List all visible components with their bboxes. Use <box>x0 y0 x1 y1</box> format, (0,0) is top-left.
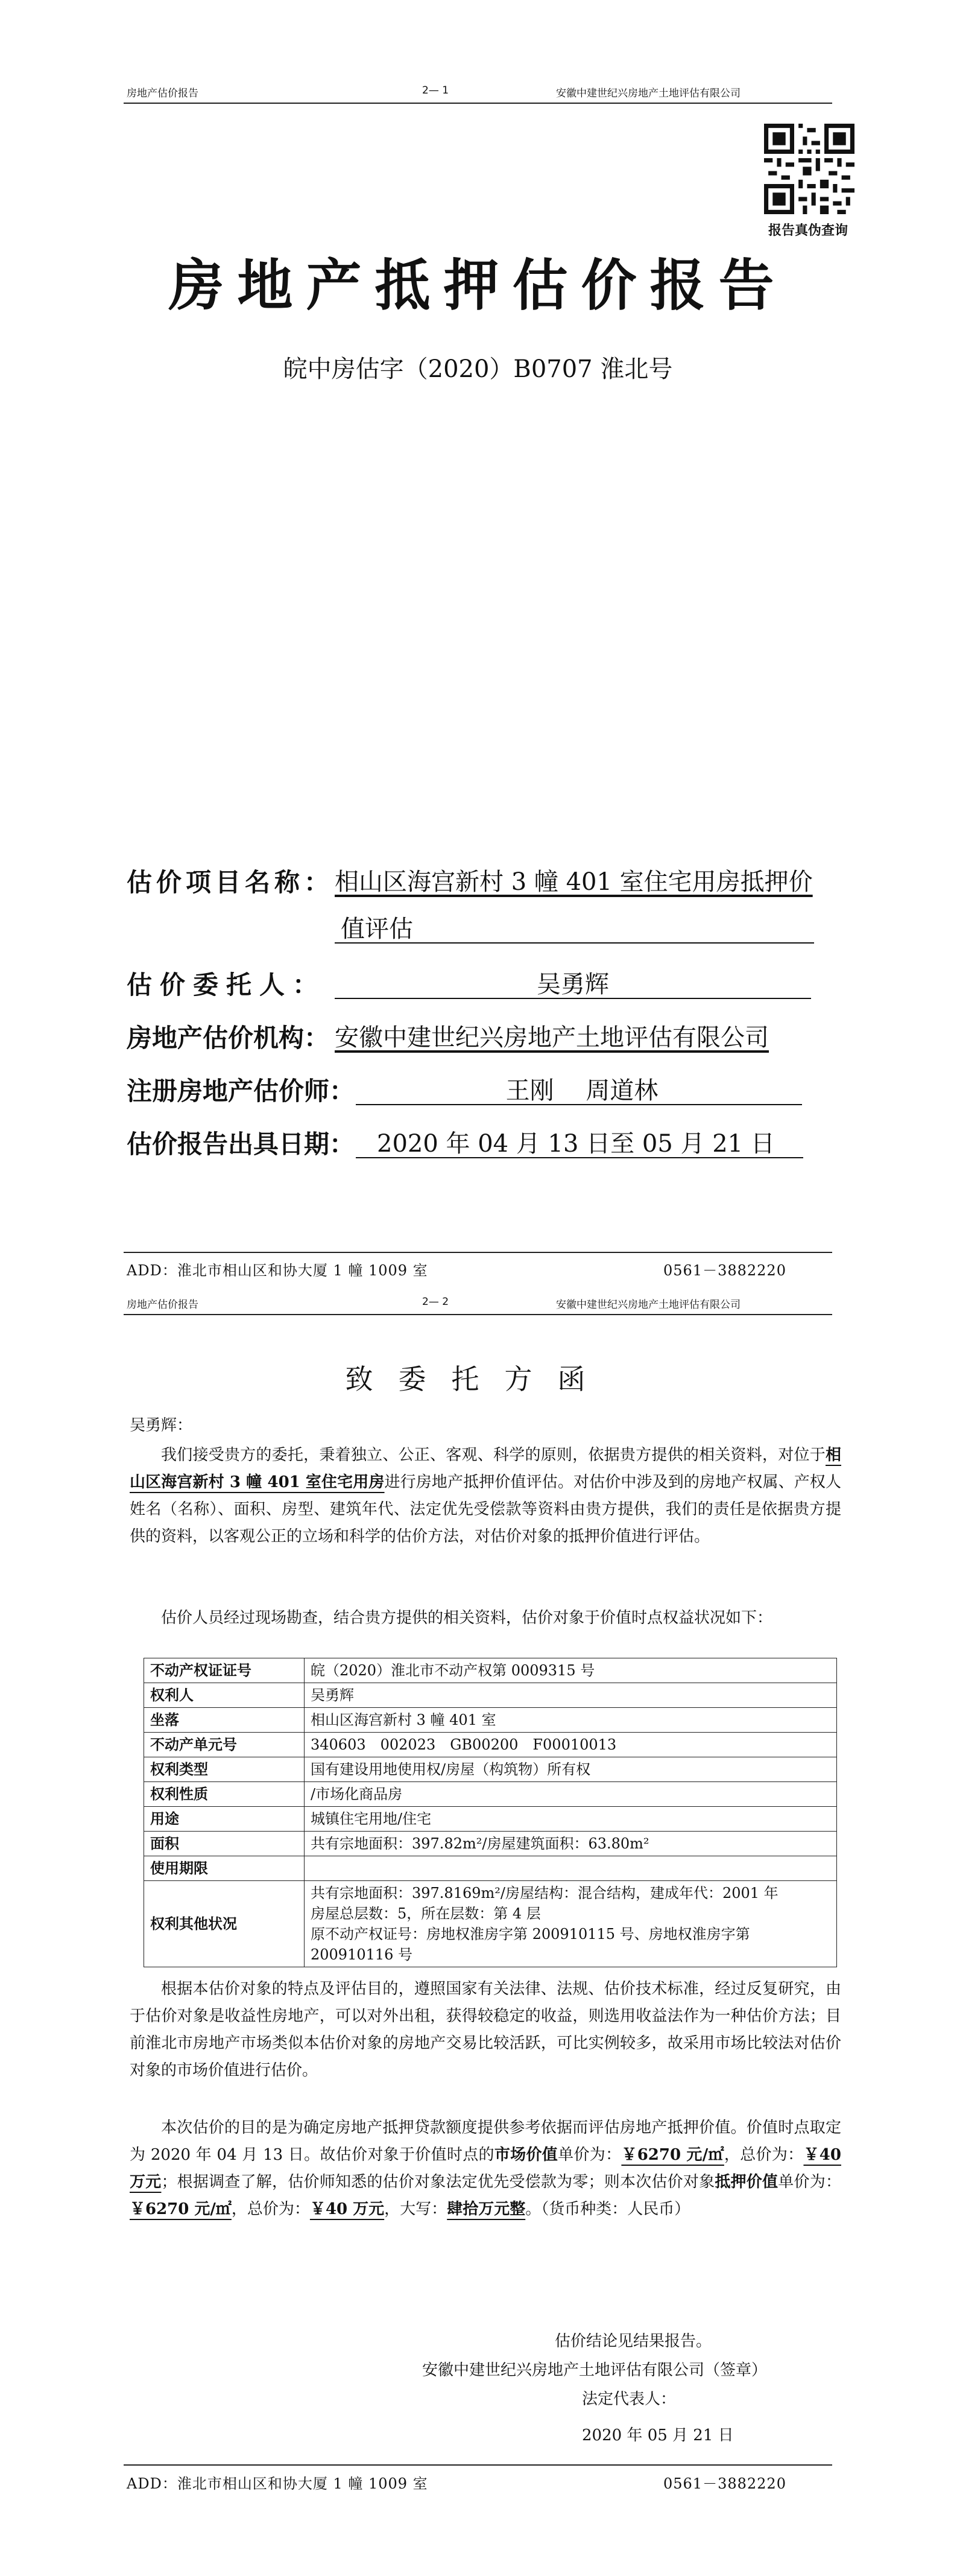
page1-footer-phone: 0561－3882220 <box>663 1262 786 1279</box>
paragraph-intro: 我们接受贵方的委托，秉着独立、公正、客观、科学的原则，依据贵方提供的相关资料，对位于相山区海宫新村 3 幢 401 室住宅用房进行房地产抵押价值评估。对估价中涉及到的房地产权属、产权人姓名（名称）、面积、房型、建筑年代、法定优先受偿款等资料由贵方提供，我们的责任是依据贵方提供的资料，以客观公正的立场和科学的估价方法，对估价对象的抵押价值进行评估。 <box>130 1446 841 1546</box>
report-title: 房地产抵押估价报告 <box>168 253 788 318</box>
table-row <box>144 1807 837 1832</box>
page2-footer-address: ADD：淮北市相山区和协大厦 1 幢 1009 室 <box>127 2475 428 2492</box>
agency-value: 安徽中建世纪兴房地产土地评估有限公司 <box>335 1024 769 1052</box>
page1-header-rule <box>124 103 832 104</box>
rights-table <box>144 1658 837 1967</box>
table-value: 共有宗地面积：397.82m²/房屋建筑面积：63.80m² <box>305 1832 837 1856</box>
report-date-value: 2020 年 04 月 13 日至 05 月 21 日 <box>377 1130 775 1158</box>
page1-footer-address: ADD：淮北市相山区和协大厦 1 幢 1009 室 <box>127 1262 428 1279</box>
table-key: 用途 <box>144 1807 305 1832</box>
table-row <box>144 1782 837 1807</box>
page2-footer-rule <box>124 2464 832 2466</box>
page2-footer-phone: 0561－3882220 <box>663 2475 786 2492</box>
page2-header-rule <box>124 1314 832 1315</box>
salutation: 吴勇辉： <box>130 1416 193 1435</box>
table-row <box>144 1733 837 1757</box>
table-row <box>144 1832 837 1856</box>
paragraph-conclusion: 本次估价的目的是为确定房地产抵押贷款额度提供参考依据而评估房地产抵押价值。价值时点取定为 2020 年 04 月 13 日。故估价对象于价值时点的市场价值单价为：￥6270 元/㎡，总价为：￥40 万元；根据调查了解，估价师知悉的估价对象法定优先受偿款为零；则本次估价对象抵押价值单价为：￥6270 元/㎡，总价为：￥40 万元，大写：肆拾万元整。（货币种类：人民币） <box>130 2119 841 2218</box>
table-key: 权利其他状况 <box>144 1881 305 1967</box>
table-value: 吴勇辉 <box>305 1683 837 1708</box>
appraiser-underline <box>356 1104 802 1105</box>
result-note: 估价结论见结果报告。 <box>555 2332 712 2350</box>
appraiser-value: 王刚 周道林 <box>505 1077 659 1105</box>
table-key: 使用期限 <box>144 1856 305 1881</box>
paragraph-method: 根据本估价对象的特点及评估目的，遵照国家有关法律、法规、估价技术标准，经过反复研究，由于估价对象是收益性房地产，可以对外出租，获得较稳定的收益，则选用收益法作为一种估价方法；目前淮北市房地产市场类似本估价对象的房地产交易比较活跃，可比实例较多，故采用市场比较法对估价对象的市场价值进行估价。 <box>130 1980 841 2080</box>
project-name-value-line2: 值评估 <box>341 915 413 943</box>
table-value <box>305 1856 837 1881</box>
page2-header-right: 安徽中建世纪兴房地产土地评估有限公司 <box>556 1299 741 1311</box>
signing-company: 安徽中建世纪兴房地产土地评估有限公司（签章） <box>422 2361 768 2379</box>
table-value: 相山区海宫新村 3 幢 401 室 <box>305 1708 837 1733</box>
table-key: 坐落 <box>144 1708 305 1733</box>
qr-caption: 报告真伪查询 <box>768 223 848 238</box>
page1-header-page: 2— 1 <box>422 84 449 97</box>
client-underline <box>335 998 811 999</box>
table-row <box>144 1757 837 1782</box>
appraiser-label: 注册房地产估价师： <box>127 1076 355 1106</box>
table-value: /市场化商品房 <box>305 1782 837 1807</box>
project-name-value-line1: 相山区海宫新村 3 幢 401 室住宅用房抵押价 <box>335 868 813 896</box>
table-row <box>144 1856 837 1881</box>
table-value: 国有建设用地使用权/房屋（构筑物）所有权 <box>305 1757 837 1782</box>
letter-title: 致委托方函 <box>345 1363 611 1395</box>
project-name-label: 估价项目名称： <box>127 868 334 897</box>
page1-header-left: 房地产估价报告 <box>127 87 198 100</box>
table-value-other: 共有宗地面积：397.8169m²/房屋结构：混合结构，建成年代：2001 年 房屋总层数：5，所在层数：第 4 层 原不动产权证号：房地权淮房字第 200910115 号、房地权淮房字第 200910116 号 <box>305 1881 837 1967</box>
paragraph-survey: 估价人员经过现场勘查，结合贵方提供的相关资料，估价对象于价值时点权益状况如下： <box>161 1609 773 1627</box>
qr-code-icon <box>764 124 854 214</box>
agency-label: 房地产估价机构： <box>127 1023 330 1053</box>
table-row <box>144 1658 837 1683</box>
table-row <box>144 1708 837 1733</box>
legal-representative: 法定代表人： <box>582 2390 677 2408</box>
client-label: 估价委托人： <box>127 970 326 1000</box>
table-key: 权利类型 <box>144 1757 305 1782</box>
page1-footer-rule <box>124 1252 832 1253</box>
table-row <box>144 1881 837 1967</box>
page2-header-left: 房地产估价报告 <box>127 1299 198 1311</box>
report-date-underline <box>356 1157 803 1158</box>
page2-header-page: 2— 2 <box>422 1296 449 1308</box>
table-value: 皖（2020）淮北市不动产权第 0009315 号 <box>305 1658 837 1683</box>
signing-date: 2020 年 05 月 21 日 <box>582 2426 734 2444</box>
document-number: 皖中房估字（2020）B0707 淮北号 <box>283 355 673 383</box>
table-value: 城镇住宅用地/住宅 <box>305 1807 837 1832</box>
table-value: 340603 002023 GB00200 F00010013 <box>305 1733 837 1757</box>
table-key: 不动产单元号 <box>144 1733 305 1757</box>
page1-header-right: 安徽中建世纪兴房地产土地评估有限公司 <box>556 87 741 100</box>
table-key: 权利人 <box>144 1683 305 1708</box>
report-date-label: 估价报告出具日期： <box>127 1129 355 1159</box>
table-key: 面积 <box>144 1832 305 1856</box>
client-value: 吴勇辉 <box>537 971 609 998</box>
table-key: 不动产权证证号 <box>144 1658 305 1683</box>
project-name-underline <box>335 942 814 944</box>
table-key: 权利性质 <box>144 1782 305 1807</box>
table-row <box>144 1683 837 1708</box>
